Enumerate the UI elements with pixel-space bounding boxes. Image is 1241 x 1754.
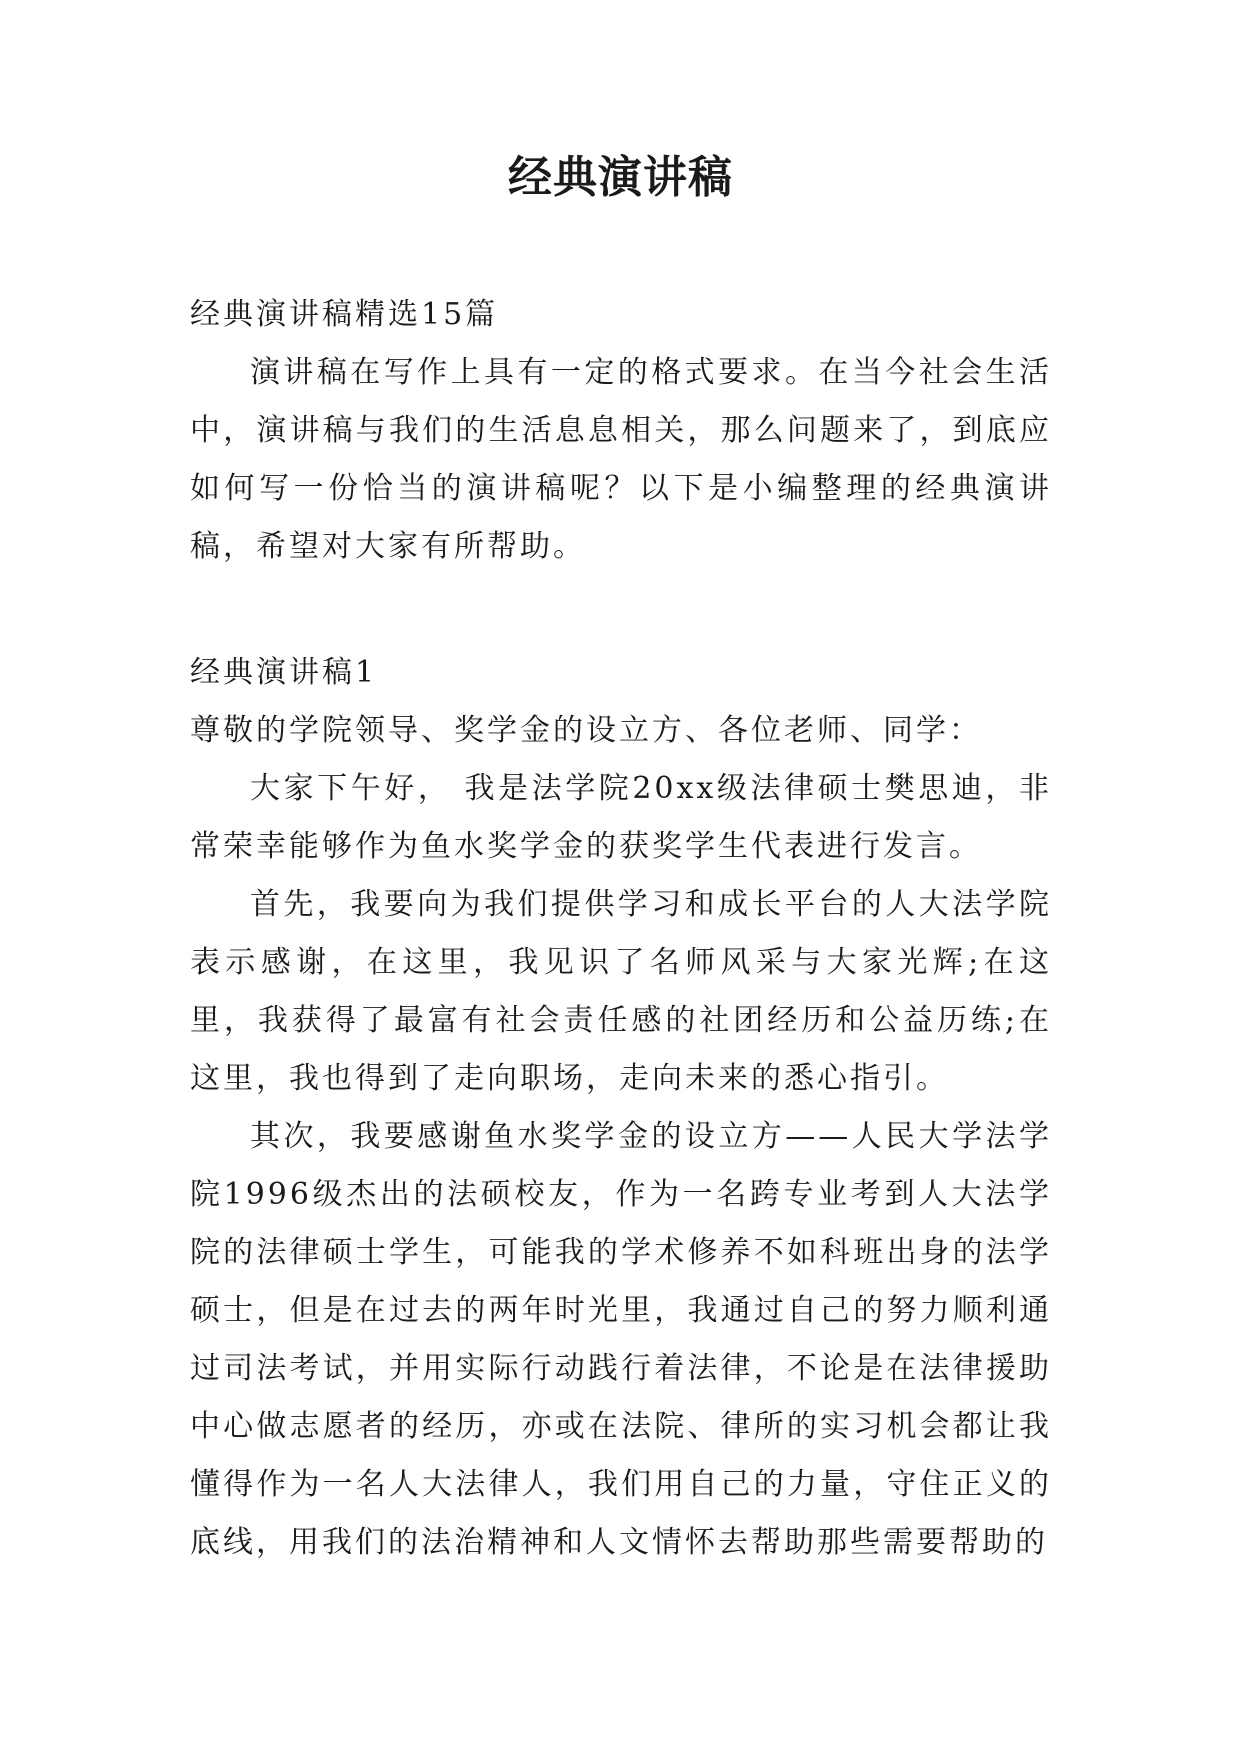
- salutation: 尊敬的学院领导、奖学金的设立方、各位老师、同学：: [190, 713, 982, 748]
- document-body: [190, 286, 1052, 1572]
- section-heading: 经典演讲稿1: [190, 655, 378, 690]
- body-paragraph-2: 首先，我要向为我们提供学习和成长平台的人大法学院表示感谢，在这里，我见识了名师风采与大家光辉;在这里，我获得了最富有社会责任感的社团经历和公益历练;在这里，我也得到了走向职场，走向未来的悉心指引。: [190, 887, 1052, 1096]
- document-title: 经典演讲稿: [508, 152, 733, 203]
- body-paragraph-3: 其次，我要感谢鱼水奖学金的设立方——人民大学法学院1996级杰出的法硕校友，作为一名跨专业考到人大法学院的法律硕士学生，可能我的学术修养不如科班出身的法学硕士，但是在过去的两年时光里，我通过自己的努力顺利通过司法考试，并用实际行动践行着法律，不论是在法律援助中心做志愿者的经历，亦或在法院、律所的实习机会都让我懂得作为一名人大法律人，我们用自己的力量，守住正义的底线，用我们的法治精神和人文情怀去帮助那些需要帮助的: [190, 1119, 1052, 1560]
- document-subtitle: 经典演讲稿精选15篇: [190, 297, 499, 332]
- section-spacer: [190, 576, 1052, 644]
- body-paragraph-1: 大家下午好， 我是法学院20xx级法律硕士樊思迪，非常荣幸能够作为鱼水奖学金的获奖学生代表进行发言。: [190, 771, 1052, 864]
- intro-paragraph: 演讲稿在写作上具有一定的格式要求。在当今社会生活中，演讲稿与我们的生活息息相关，那么问题来了，到底应如何写一份恰当的演讲稿呢？以下是小编整理的经典演讲稿，希望对大家有所帮助。: [190, 355, 1052, 564]
